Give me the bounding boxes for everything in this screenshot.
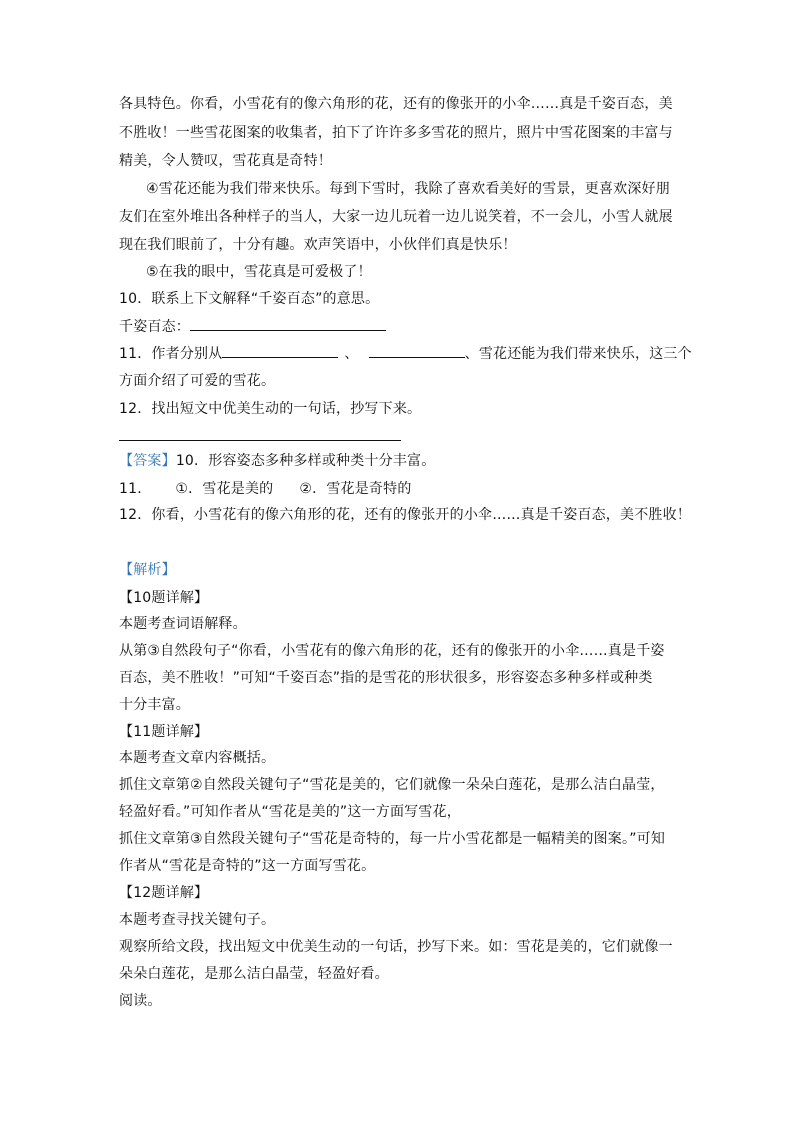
question-10: 10．联系上下文解释“千姿百态”的意思。	[119, 291, 380, 307]
question-11-sep: 、	[344, 346, 359, 362]
question-12: 12．找出短文中优美生动的一句话，抄写下来。	[119, 401, 422, 417]
passage-line: ⑤在我的眼中，雪花真是可爱极了！	[146, 264, 372, 280]
answer-11	[119, 479, 679, 499]
answer-11-num: 11．	[119, 481, 152, 497]
analysis-heading-10: 【10题详解】	[119, 590, 209, 606]
passage-line: 精美，令人赞叹，雪花真是奇特！	[119, 153, 332, 169]
analysis-text: 抓住文章第②自然段关键句子“雪花是美的，它们就像一朵朵白莲花，是那么洁白晶莹，	[119, 777, 665, 793]
passage-line: 现在我们眼前了，十分有趣。欢声笑语中，小伙伴们真是快乐！	[119, 237, 517, 253]
answer-blank[interactable]	[369, 343, 465, 358]
analysis-tag: 【解析】	[119, 562, 176, 578]
passage-line: 各具特色。你看，小雪花有的像六角形的花，还有的像张开的小伞……真是千姿百态，美	[119, 96, 673, 112]
analysis-text: 百态，美不胜收！”可知“千姿百态”指的是雪花的形状很多，形容姿态多种多样或种类	[119, 670, 653, 686]
analysis-text: 本题考查词语解释。	[119, 616, 247, 632]
analysis-heading-11: 【11题详解】	[119, 724, 209, 740]
analysis-heading-12: 【12题详解】	[119, 885, 209, 901]
analysis-text: 本题考查文章内容概括。	[119, 750, 276, 766]
answer-blank-line[interactable]	[119, 440, 401, 441]
answer-12: 12．你看，小雪花有的像六角形的花，还有的像张开的小伞……真是千姿百态，美不胜收！	[119, 507, 692, 523]
analysis-text: 抓住文章第③自然段关键句子“雪花是奇特的，每一片小雪花都是一幅精美的图案。”可知	[119, 831, 666, 847]
answer-11-part2: ②．雪花是奇特的	[299, 481, 412, 497]
passage-line: ④雪花还能为我们带来快乐。每到下雪时，我除了喜欢看美好的雪景，更喜欢深好朋	[146, 181, 670, 197]
question-11-suffix: 、雪花还能为我们带来快乐，这三个	[464, 346, 692, 362]
answer-tag: 【答案】	[119, 453, 176, 469]
analysis-text: 阅读。	[119, 993, 162, 1009]
analysis-text: 作者从“雪花是奇特的”这一方面写雪花。	[119, 858, 376, 874]
analysis-text: 轻盈好看。”可知作者从“雪花是美的”这一方面写雪花，	[119, 804, 461, 820]
answer-blank[interactable]	[190, 316, 386, 331]
answer-11-part1: ①．雪花是美的	[175, 481, 274, 497]
answer-10-text: 10．形容姿态多种多样或种类十分丰富。	[175, 453, 436, 469]
passage-line: 友们在室外堆出各种样子的当人，大家一边儿玩着一边儿说笑着，不一会儿，小雪人就展	[119, 209, 673, 225]
analysis-text: 朵朵白莲花，是那么洁白晶莹，轻盈好看。	[119, 966, 389, 982]
passage-line: 不胜收！一些雪花图案的收集者，拍下了许许多多雪花的照片，照片中雪花图案的丰富与	[119, 125, 673, 141]
answer-blank[interactable]	[222, 343, 338, 358]
question-10-answer-line	[119, 316, 679, 337]
question-11	[119, 343, 692, 364]
analysis-text: 十分丰富。	[119, 697, 190, 713]
analysis-text: 观察所给文段，找出短文中优美生动的一句话，抄写下来。如：雪花是美的，它们就像一	[119, 939, 673, 955]
question-11-line2: 方面介绍了可爱的雪花。	[119, 373, 276, 389]
answer-10	[119, 451, 679, 471]
question-11-prefix: 11．作者分别从	[119, 346, 223, 362]
analysis-text: 本题考查寻找关键句子。	[119, 912, 276, 928]
question-10-label: 千姿百态：	[119, 319, 190, 335]
analysis-text: 从第③自然段句子“你看，小雪花有的像六角形的花，还有的像张开的小伞……真是千姿	[119, 643, 665, 659]
